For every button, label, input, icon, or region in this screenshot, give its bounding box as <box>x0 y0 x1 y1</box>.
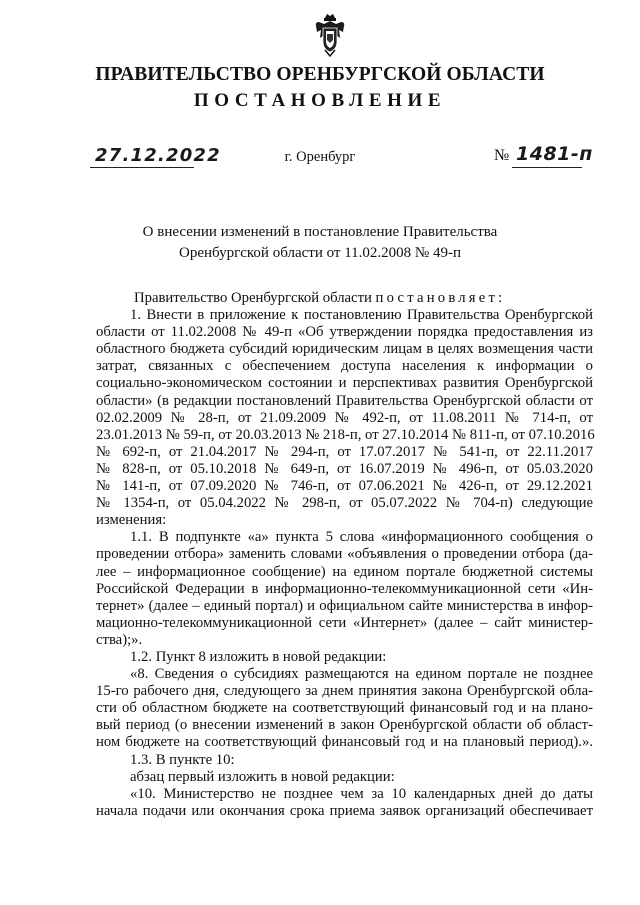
body-line: социально-экономическом состоянии и перспективах развития Оренбургской <box>96 375 593 392</box>
body-line: № 141-п, от 07.09.2020 № 746-п, от 07.06.2021 № 426-п, от 29.12.2021 <box>96 478 593 495</box>
subject-line: Оренбургской области от 11.02.2008 № 49-п <box>179 245 461 261</box>
body-line: № 692-п, от 21.04.2017 № 294-п, от 17.07.2017 № 541-п, от 22.11.2017 <box>96 443 593 460</box>
body-line: 15-го рабочего дня, следующего за днем принятия закона Оренбургской обла- <box>96 683 593 700</box>
body-line: ства);». <box>96 631 143 648</box>
document-meta-row <box>0 145 640 175</box>
government-title: ПРАВИТЕЛЬСТВО ОРЕНБУРГСКОЙ ОБЛАСТИ <box>95 64 545 85</box>
body-line: 23.01.2013 № 59-п, от 20.03.2013 № 218-п, от 27.10.2014 № 811-п, от 07.10.2016 <box>96 426 595 443</box>
body-line: начала подачи или окончания срока приема заявок организаций обеспечивает <box>96 802 593 819</box>
coat-of-arms-icon <box>313 12 347 58</box>
body-line: области от 11.02.2008 № 49-п «Об утверждении порядка предоставления из <box>96 324 593 341</box>
document-body <box>96 290 593 820</box>
document-type: ПОСТАНОВЛЕНИЕ <box>193 90 447 111</box>
body-line: сти об областном бюджете на соответствующий финансовый год и на плано- <box>96 700 593 717</box>
body-line: затрат, связанных с обеспечением доступа населения к информации о <box>96 358 593 375</box>
preamble <box>96 290 593 307</box>
date-underline <box>90 167 194 168</box>
body-line: 1.2. Пункт 8 изложить в новой редакции: <box>130 648 387 665</box>
body-line: 1.1. В подпункте «а» пункта 5 слова «информационного сообщения о <box>130 529 593 546</box>
body-line: 1. Внести в приложение к постановлению Правительства Оренбургской <box>130 307 593 324</box>
number-underline <box>512 167 582 168</box>
subject-line: О внесении изменений в постановление Правительства <box>142 224 498 240</box>
body-line: «8. Сведения о субсидиях размещаются на едином портале не позднее <box>130 666 593 683</box>
body-line: абзац первый изложить в новой редакции: <box>130 768 395 785</box>
body-line: 1.3. В пункте 10: <box>130 751 235 768</box>
body-line: областного бюджета субсидий юридическим лицам в целях возмещения части <box>96 341 593 358</box>
body-line: мационно-телекоммуникационной сети «Интернет» (далее – сайт министер- <box>96 614 593 631</box>
body-line: № 1354-п, от 05.04.2022 № 298-п, от 05.07.2022 № 704-п) следующие <box>96 495 593 512</box>
document-date: 27.12.2022 <box>95 145 221 166</box>
body-line: № 828-п, от 05.10.2018 № 649-п, от 16.07.2019 № 496-п, от 05.03.2020 <box>96 460 593 477</box>
body-line: Российской Федерации в информационно-телекоммуникационной сети «Ин- <box>96 580 593 597</box>
body-line: области» (в редакции постановлений Правительства Оренбургской области от <box>96 392 593 409</box>
document-number: 1481-п <box>516 143 593 165</box>
body-line: вый период (о внесении изменений в закон Оренбургской области об област- <box>96 717 593 734</box>
preamble-verb: постановляет: <box>375 290 506 306</box>
body-line: ном бюджете на соответствующий финансовый год и на плановый период).». <box>96 734 593 751</box>
body-line: тернет» (далее – единый портал) и официальном сайте министерства в инфор- <box>96 597 593 614</box>
body-line: изменения: <box>96 512 167 529</box>
document-subject <box>0 222 640 264</box>
document-city: г. Оренбург <box>284 149 356 165</box>
body-line: лее – информационное сообщение) на едином портале бюджетной системы <box>96 563 593 580</box>
preamble-text: Правительство Оренбургской области <box>134 290 376 306</box>
number-label: № <box>494 147 510 164</box>
body-line: проведении отбора» заменить словами «объявления о проведении отбора (да- <box>96 546 593 563</box>
body-line: 02.02.2009 № 28-п, от 21.09.2009 № 492-п, от 11.08.2011 № 714-п, от <box>96 409 593 426</box>
body-line: «10. Министерство не позднее чем за 10 календарных дней до даты <box>130 785 593 802</box>
